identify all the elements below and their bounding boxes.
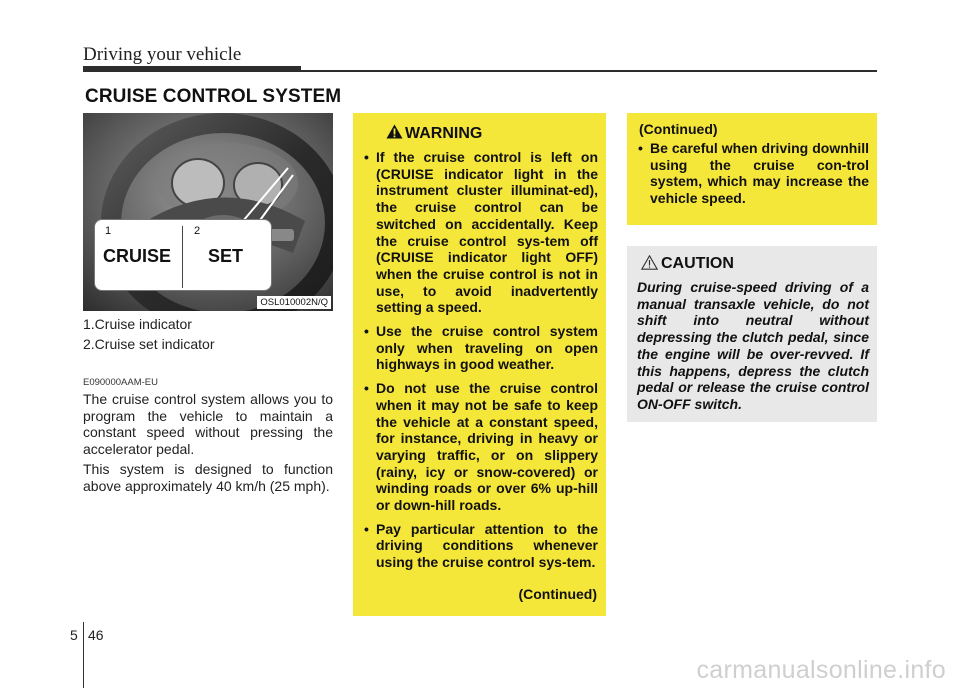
warning-continued: (Continued) <box>518 586 597 602</box>
warning-item: • Do not use the cruise control when it may not be safe to keep the vehicle at a constant speed, for instance, driving in heavy or varying traffic, or on slippery (rainy, icy or snow-covered) or winding roads or over 6% up-hill or down-hill roads. <box>363 380 598 514</box>
header-rule-thick <box>83 66 301 72</box>
caution-title: CAUTION <box>661 255 734 272</box>
chapter-number: 5 <box>70 627 78 643</box>
warning-item: • Use the cruise control system only when traveling on open highways in good weather. <box>363 323 598 373</box>
continued-item: • Be careful when driving downhill using the cruise con-trol system, which may increase the vehicle speed. <box>637 140 869 207</box>
warning-list <box>363 149 598 578</box>
continued-list <box>637 140 869 207</box>
indicator-callout <box>94 219 272 291</box>
warning-item: • Pay particular attention to the driving conditions whenever using the cruise control sys-tem. <box>363 521 598 571</box>
page-number: 46 <box>88 627 104 643</box>
paragraph-speed: This system is designed to function above approximately 40 km/h (25 mph). <box>83 461 333 494</box>
caution-box <box>627 246 877 422</box>
figure-code: OSL010002N/Q <box>257 296 331 309</box>
site-watermark: carmanualsonline.info <box>696 656 946 684</box>
paragraph-intro: The cruise control system allows you to program the vehicle to maintain a constant speed without pressing the accelerator pedal. <box>83 391 333 457</box>
callout-divider <box>182 226 183 288</box>
set-indicator-label: SET <box>208 246 244 266</box>
continued-heading: (Continued) <box>639 121 718 137</box>
footer-divider <box>83 622 84 688</box>
continued-warning-box <box>627 113 877 225</box>
callout-number-1: 1 <box>105 225 112 237</box>
doc-code: E090000AAM-EU <box>83 377 158 388</box>
warning-box <box>353 113 606 616</box>
callout-number-2: 2 <box>194 225 201 237</box>
caution-triangle-icon <box>641 255 658 270</box>
warning-triangle-icon <box>386 124 403 139</box>
cruise-indicator-label: CRUISE <box>103 246 172 266</box>
caution-text: During cruise-speed driving of a manual transaxle vehicle, do not shift into neutral without depressing the clutch pedal, since the engine will be over-revved. If this happens, depress the clutch pedal or release the cruise control ON-OFF switch. <box>637 279 869 412</box>
warning-item: • If the cruise control is left on (CRUISE indicator light in the instrument cluster illuminat-ed), the cruise control can be switched on accidentally. Keep the cruise control sys-tem off (CRUISE indicator light OFF) when the cruise control is not in use, to avoid inadvertently setting a speed. <box>363 149 598 316</box>
header-rule-thin <box>301 70 877 72</box>
legend-item-set: 2.Cruise set indicator <box>83 336 215 352</box>
warning-title: WARNING <box>405 125 483 142</box>
header-title: Driving your vehicle <box>83 44 242 65</box>
section-title: CRUISE CONTROL SYSTEM <box>85 86 342 107</box>
legend-item-cruise: 1.Cruise indicator <box>83 316 192 332</box>
